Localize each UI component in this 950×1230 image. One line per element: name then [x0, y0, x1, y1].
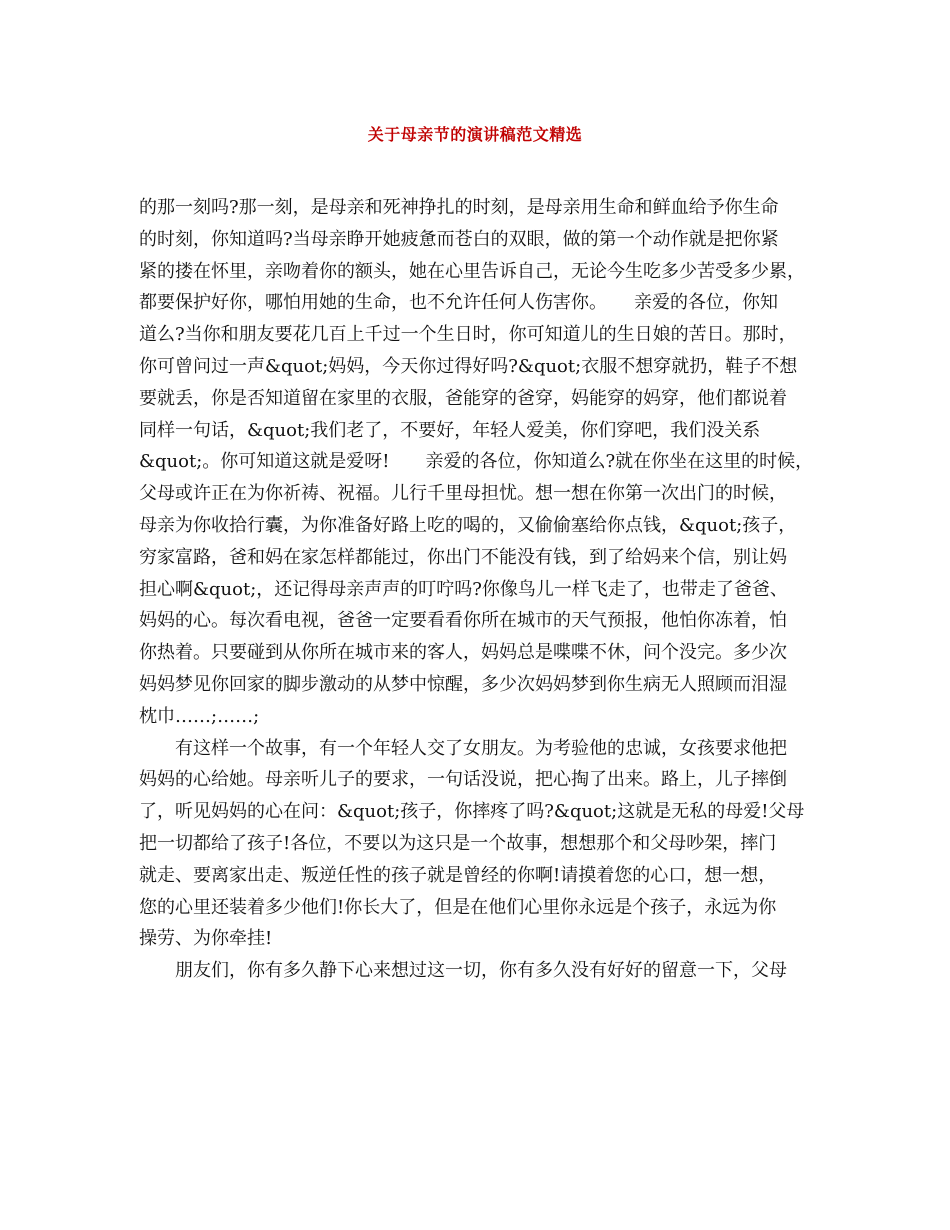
body-line: 枕巾……;……; — [139, 705, 260, 727]
body-line: 紧的搂在怀里，亲吻着你的额头，她在心里告诉自己，无论今生吃多少苦受多少累， — [139, 260, 805, 282]
body-line: 父母或许正在为你祈祷、祝福。儿行千里母担忧。想一想在你第一次出门的时候， — [139, 483, 787, 505]
document-body — [139, 192, 815, 987]
body-line: 妈妈的心给她。母亲听儿子的要求，一句话没说，把心掏了出来。路上，儿子摔倒 — [139, 769, 787, 791]
body-line: 母亲为你收拾行囊，为你准备好路上吃的喝的，又偷偷塞给你点钱，&quot;孩子， — [139, 514, 797, 536]
body-line: 你可曾问过一声&quot;妈妈，今天你过得好吗?&quot;衣服不想穿就扔，鞋子不想 — [139, 355, 798, 377]
body-line: 您的心里还装着多少他们!你长大了，但是在他们心里你永远是个孩子，永远为你 — [139, 896, 777, 918]
body-line: 就走、要离家出走、叛逆任性的孩子就是曾经的你啊!请摸着您的心口，想一想， — [139, 864, 777, 886]
body-line: 妈妈的心。每次看电视，爸爸一定要看看你所在城市的天气预报，他怕你冻着，怕 — [139, 610, 787, 632]
body-line: 穷家富路，爸和妈在家怎样都能过，你出门不能没有钱，到了给妈来个信，别让妈 — [139, 546, 787, 568]
body-line: 担心啊&quot;，还记得母亲声声的叮咛吗?你像鸟儿一样飞走了，也带走了爸爸、 — [139, 578, 788, 600]
body-line: &quot;。你可知道这就是爱呀! 亲爱的各位，你知道么?就在你坐在这里的时候， — [139, 451, 814, 473]
body-line: 你热着。只要碰到从你所在城市来的客人，妈妈总是喋喋不休，问个没完。多少次 — [139, 642, 787, 664]
body-line: 都要保护好你，哪怕用她的生命，也不允许任何人伤害你。 亲爱的各位，你知 — [139, 292, 778, 314]
body-line: 道么?当你和朋友要花几百上千过一个生日时，你可知道儿的生日娘的苦日。那时， — [139, 324, 797, 346]
body-line: 朋友们，你有多久静下心来想过这一切，你有多久没有好好的留意一下，父母 — [139, 960, 787, 982]
body-line: 的时刻，你知道吗?当母亲睁开她疲惫而苍白的双眼，做的第一个动作就是把你紧 — [139, 228, 779, 250]
body-line: 操劳、为你牵挂! — [139, 928, 273, 950]
body-line: 同样一句话，&quot;我们老了，不要好，年轻人爱美，你们穿吧，我们没关系 — [139, 419, 761, 441]
body-line: 要就丢，你是否知道留在家里的衣服，爸能穿的爸穿，妈能穿的妈穿，他们都说着 — [139, 387, 787, 409]
body-line: 的那一刻吗?那一刻，是母亲和死神挣扎的时刻，是母亲用生命和鲜血给予你生命 — [139, 197, 779, 218]
document-title: 关于母亲节的演讲稿范文精选 — [367, 125, 583, 144]
body-line: 妈妈梦见你回家的脚步激动的从梦中惊醒，多少次妈妈梦到你生病无人照顾而泪湿 — [139, 673, 787, 695]
body-line: 有这样一个故事，有一个年轻人交了女朋友。为考验他的忠诚，女孩要求他把 — [139, 737, 787, 759]
body-line: 把一切都给了孩子!各位，不要以为这只是一个故事，想想那个和父母吵架，摔门 — [139, 832, 777, 854]
body-line: 了，听见妈妈的心在问：&quot;孩子，你摔疼了吗?&quot;这就是无私的母爱!父母 — [139, 801, 805, 823]
